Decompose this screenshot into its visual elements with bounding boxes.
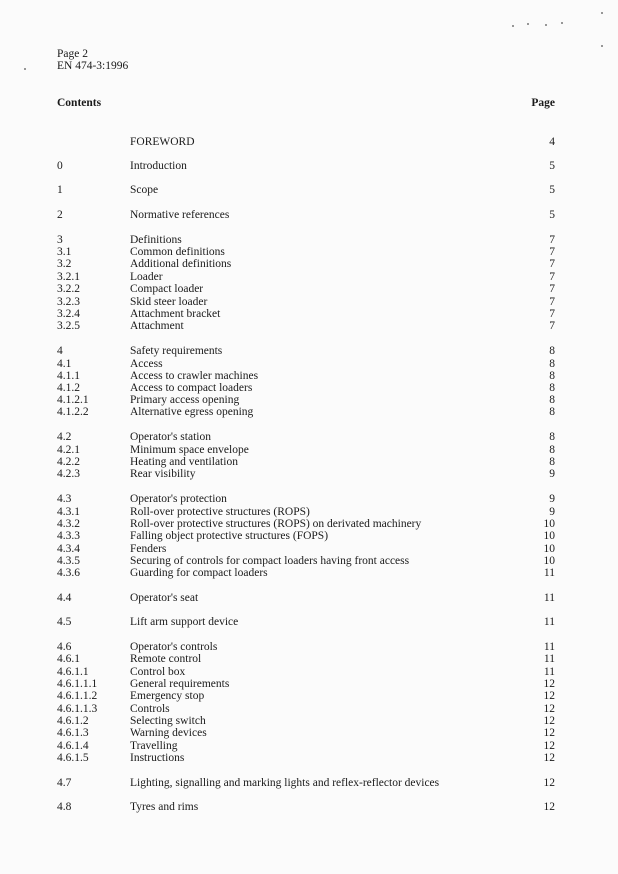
- toc-entry-title: Rear visibility: [130, 468, 196, 480]
- toc-entry: [57, 271, 555, 283]
- toc-entry-number: 3.2.5: [57, 320, 80, 332]
- toc-entry-number: 4.6.1.3: [57, 727, 89, 739]
- toc-entry-number: 4.3: [57, 493, 72, 505]
- toc-entry: [57, 209, 555, 221]
- toc-entry-number: 4.3.3: [57, 530, 80, 542]
- toc-entry-title: Roll-over protective structures (ROPS) on derivated machinery: [130, 518, 422, 530]
- toc-entry-page: 9: [549, 468, 555, 480]
- toc-entry-title: Operator's protection: [130, 493, 227, 505]
- toc-entry-page: 8: [549, 382, 555, 394]
- toc-entry-number: 4: [57, 345, 63, 357]
- toc-entry-title: Minimum space envelope: [130, 444, 249, 456]
- toc-entry-number: 4.6.1.1.2: [57, 690, 98, 702]
- toc-entry-title: Skid steer loader: [130, 296, 208, 308]
- toc-entry: [57, 641, 555, 653]
- toc-entry-page: 12: [543, 727, 555, 739]
- toc-entry-title: Definitions: [130, 234, 182, 246]
- toc-entry: [57, 160, 555, 172]
- toc-entry: [57, 444, 555, 456]
- toc-entry-title: General requirements: [130, 678, 230, 690]
- toc-entry-title: Loader: [130, 271, 163, 283]
- toc-entry-page: 9: [549, 506, 555, 518]
- toc-entry: [57, 394, 555, 406]
- toc-entry-number: 4.3.4: [57, 543, 80, 555]
- scan-speck: [527, 23, 529, 25]
- toc-entry: [57, 184, 555, 196]
- toc-entry-number: 2: [57, 209, 63, 221]
- toc-entry-page: 7: [549, 271, 555, 283]
- toc-entry-number: 0: [57, 160, 63, 172]
- toc-entry-number: 1: [57, 184, 63, 196]
- toc-entry: [57, 406, 555, 418]
- toc-entry-page: 8: [549, 456, 555, 468]
- toc-entry-number: 3.2.4: [57, 308, 80, 320]
- scan-speck: [512, 25, 514, 27]
- toc-entry-number: 3.2: [57, 258, 72, 270]
- toc-entry: [57, 518, 555, 530]
- page-column-heading: Page: [531, 97, 555, 109]
- toc-entry-number: 3.2.2: [57, 283, 80, 295]
- toc-entry-page: 5: [549, 184, 555, 196]
- toc-entry-title: Heating and ventilation: [130, 456, 238, 468]
- toc-entry-title: FOREWORD: [130, 136, 195, 148]
- toc-entry-page: 7: [549, 283, 555, 295]
- toc-entry-page: 12: [543, 690, 555, 702]
- toc-entry-number: 4.4: [57, 592, 72, 604]
- toc-entry-title: Additional definitions: [130, 258, 232, 270]
- toc-entry: [57, 382, 555, 394]
- toc-entry-number: 4.3.5: [57, 555, 80, 567]
- toc-entry: [57, 320, 555, 332]
- page-header: [57, 48, 128, 72]
- toc-entry: [57, 801, 555, 813]
- toc-entry-title: Securing of controls for compact loaders having front access: [130, 555, 410, 567]
- toc-entry-number: 4.1.2: [57, 382, 80, 394]
- toc-entry-number: 4.3.1: [57, 506, 80, 518]
- toc-entry-title: Common definitions: [130, 246, 225, 258]
- toc-entry-number: 4.3.6: [57, 567, 80, 579]
- toc-entry-number: 3.2.3: [57, 296, 80, 308]
- toc-entry-title: Tyres and rims: [130, 801, 199, 813]
- toc-entry: [57, 456, 555, 468]
- toc-entry: [57, 752, 555, 764]
- toc-entry: [57, 493, 555, 505]
- toc-entry-page: 8: [549, 345, 555, 357]
- toc-entry-page: 7: [549, 234, 555, 246]
- toc-entry-number: 4.6.1.2: [57, 715, 89, 727]
- toc-entry-page: 12: [543, 777, 555, 789]
- toc-entry-title: Scope: [130, 184, 159, 196]
- toc-entry-title: Attachment: [130, 320, 184, 332]
- toc-entry-number: 4.6.1.1.3: [57, 703, 98, 715]
- toc-entry-page: 12: [543, 740, 555, 752]
- toc-entry-page: 8: [549, 370, 555, 382]
- toc-entry-number: 4.6.1.1: [57, 666, 89, 678]
- toc-entry: [57, 592, 555, 604]
- toc-entry: [57, 690, 555, 702]
- toc-entry-page: 11: [543, 567, 555, 579]
- toc-entry-page: 12: [543, 703, 555, 715]
- toc-entry-title: Operator's seat: [130, 592, 199, 604]
- toc-entry-page: 11: [543, 616, 555, 628]
- toc-entry-number: 4.2.1: [57, 444, 80, 456]
- toc-entry-number: 4.2.3: [57, 468, 80, 480]
- toc-entry-page: 10: [543, 543, 555, 555]
- toc-entry-page: 7: [549, 320, 555, 332]
- toc-entry-page: 7: [549, 296, 555, 308]
- toc-entry-title: Compact loader: [130, 283, 204, 295]
- toc-entry-title: Operator's controls: [130, 641, 218, 653]
- toc-entry-title: Selecting switch: [130, 715, 206, 727]
- toc-entry: [57, 678, 555, 690]
- toc-entry-number: 4.1.2.1: [57, 394, 89, 406]
- toc-entry-title: Alternative egress opening: [130, 406, 254, 418]
- toc-entry-page: 10: [543, 518, 555, 530]
- scan-speck: [601, 12, 603, 14]
- toc-entry-title: Access: [130, 358, 163, 370]
- toc-entry-title: Attachment bracket: [130, 308, 221, 320]
- toc-entry: [57, 727, 555, 739]
- toc-entry: [57, 370, 555, 382]
- toc-entry-page: 11: [543, 641, 555, 653]
- toc-entry: [57, 543, 555, 555]
- toc-entry-title: Control box: [130, 666, 186, 678]
- toc-entry: [57, 715, 555, 727]
- contents-heading-row: [57, 97, 555, 109]
- toc-entry-number: 4.7: [57, 777, 72, 789]
- toc-entry: [57, 345, 555, 357]
- toc-entry-page: 8: [549, 406, 555, 418]
- page-label: Page 2: [57, 48, 88, 60]
- toc-entry-page: 4: [549, 136, 555, 148]
- toc-entry-title: Roll-over protective structures (ROPS): [130, 506, 310, 518]
- toc-entry-number: 4.3.2: [57, 518, 80, 530]
- toc-entry-title: Fenders: [130, 543, 167, 555]
- toc-entry-page: 11: [543, 653, 555, 665]
- toc-entry-number: 3.2.1: [57, 271, 80, 283]
- toc-entry-page: 8: [549, 444, 555, 456]
- toc-entry: [57, 777, 555, 789]
- toc-entry-page: 10: [543, 555, 555, 567]
- toc-entry-page: 12: [543, 801, 555, 813]
- toc-entry: [57, 740, 555, 752]
- toc-entry-page: 5: [549, 160, 555, 172]
- toc-entry: [57, 616, 555, 628]
- toc-entry-number: 4.6.1.4: [57, 740, 89, 752]
- toc-entry-title: Primary access opening: [130, 394, 240, 406]
- toc-entry-number: 4.6.1.1.1: [57, 678, 98, 690]
- toc-entry-page: 8: [549, 431, 555, 443]
- toc-entry: [57, 555, 555, 567]
- toc-entry-title: Guarding for compact loaders: [130, 567, 268, 579]
- toc-entry-number: 4.1: [57, 358, 72, 370]
- toc-entry-title: Safety requirements: [130, 345, 223, 357]
- toc-entry: [57, 283, 555, 295]
- toc-entry: [57, 246, 555, 258]
- toc-entry-number: 4.5: [57, 616, 72, 628]
- toc-entry-number: 4.6.1: [57, 653, 80, 665]
- toc-entry: [57, 468, 555, 480]
- toc-entry: [57, 234, 555, 246]
- toc-entry-number: 4.2.2: [57, 456, 80, 468]
- toc-entry: [57, 666, 555, 678]
- toc-entry-title: Controls: [130, 703, 170, 715]
- scan-speck: [24, 68, 26, 70]
- scan-speck: [545, 24, 547, 26]
- toc-entry-page: 11: [543, 666, 555, 678]
- toc-entry-page: 8: [549, 358, 555, 370]
- standard-number: EN 474-3:1996: [57, 60, 129, 72]
- toc-entry-title: Emergency stop: [130, 690, 205, 702]
- toc-entry-number: 3.1: [57, 246, 72, 258]
- toc-entry-title: Warning devices: [130, 727, 207, 739]
- toc-entry-page: 9: [549, 493, 555, 505]
- toc-entry-page: 12: [543, 752, 555, 764]
- toc-entry-title: Falling object protective structures (FOPS): [130, 530, 329, 542]
- toc-entry-number: 4.1.2.2: [57, 406, 89, 418]
- toc-entry-page: 7: [549, 308, 555, 320]
- toc-entry-number: 4.1.1: [57, 370, 80, 382]
- toc-entry-title: Introduction: [130, 160, 187, 172]
- toc-entry-title: Instructions: [130, 752, 185, 764]
- toc-entry-number: 3: [57, 234, 63, 246]
- toc-entry: [57, 308, 555, 320]
- toc-entry-page: 7: [549, 258, 555, 270]
- toc-entry-title: Access to crawler machines: [130, 370, 259, 382]
- toc-entry-title: Operator's station: [130, 431, 211, 443]
- scan-speck: [561, 22, 563, 24]
- scan-speck: [601, 45, 603, 47]
- toc-entry-title: Lift arm support device: [130, 616, 239, 628]
- toc-entry: [57, 703, 555, 715]
- toc-entry: [57, 530, 555, 542]
- toc-entry-page: 12: [543, 678, 555, 690]
- toc-entry: [57, 506, 555, 518]
- toc-entry-page: 5: [549, 209, 555, 221]
- contents-title: Contents: [57, 97, 102, 109]
- toc-entry: [57, 296, 555, 308]
- toc-entry: [57, 136, 555, 148]
- toc-entry: [57, 653, 555, 665]
- toc-entry-number: 4.6.1.5: [57, 752, 89, 764]
- toc-entry-number: 4.6: [57, 641, 72, 653]
- toc-entry-title: Normative references: [130, 209, 230, 221]
- toc-entry-title: Travelling: [130, 740, 178, 752]
- toc-entry-page: 12: [543, 715, 555, 727]
- toc-entry-number: 4.8: [57, 801, 72, 813]
- toc-entry-page: 11: [543, 592, 555, 604]
- toc-entry-page: 7: [549, 246, 555, 258]
- toc-entry-page: 10: [543, 530, 555, 542]
- toc-entry: [57, 358, 555, 370]
- toc-entry-title: Access to compact loaders: [130, 382, 253, 394]
- toc-entry: [57, 431, 555, 443]
- toc-entry-page: 8: [549, 394, 555, 406]
- toc-entry: [57, 567, 555, 579]
- toc-entry: [57, 258, 555, 270]
- toc-entry-title: Lighting, signalling and marking lights and reflex-reflector devices: [130, 777, 440, 789]
- toc-entry-title: Remote control: [130, 653, 202, 665]
- toc-entry-number: 4.2: [57, 431, 72, 443]
